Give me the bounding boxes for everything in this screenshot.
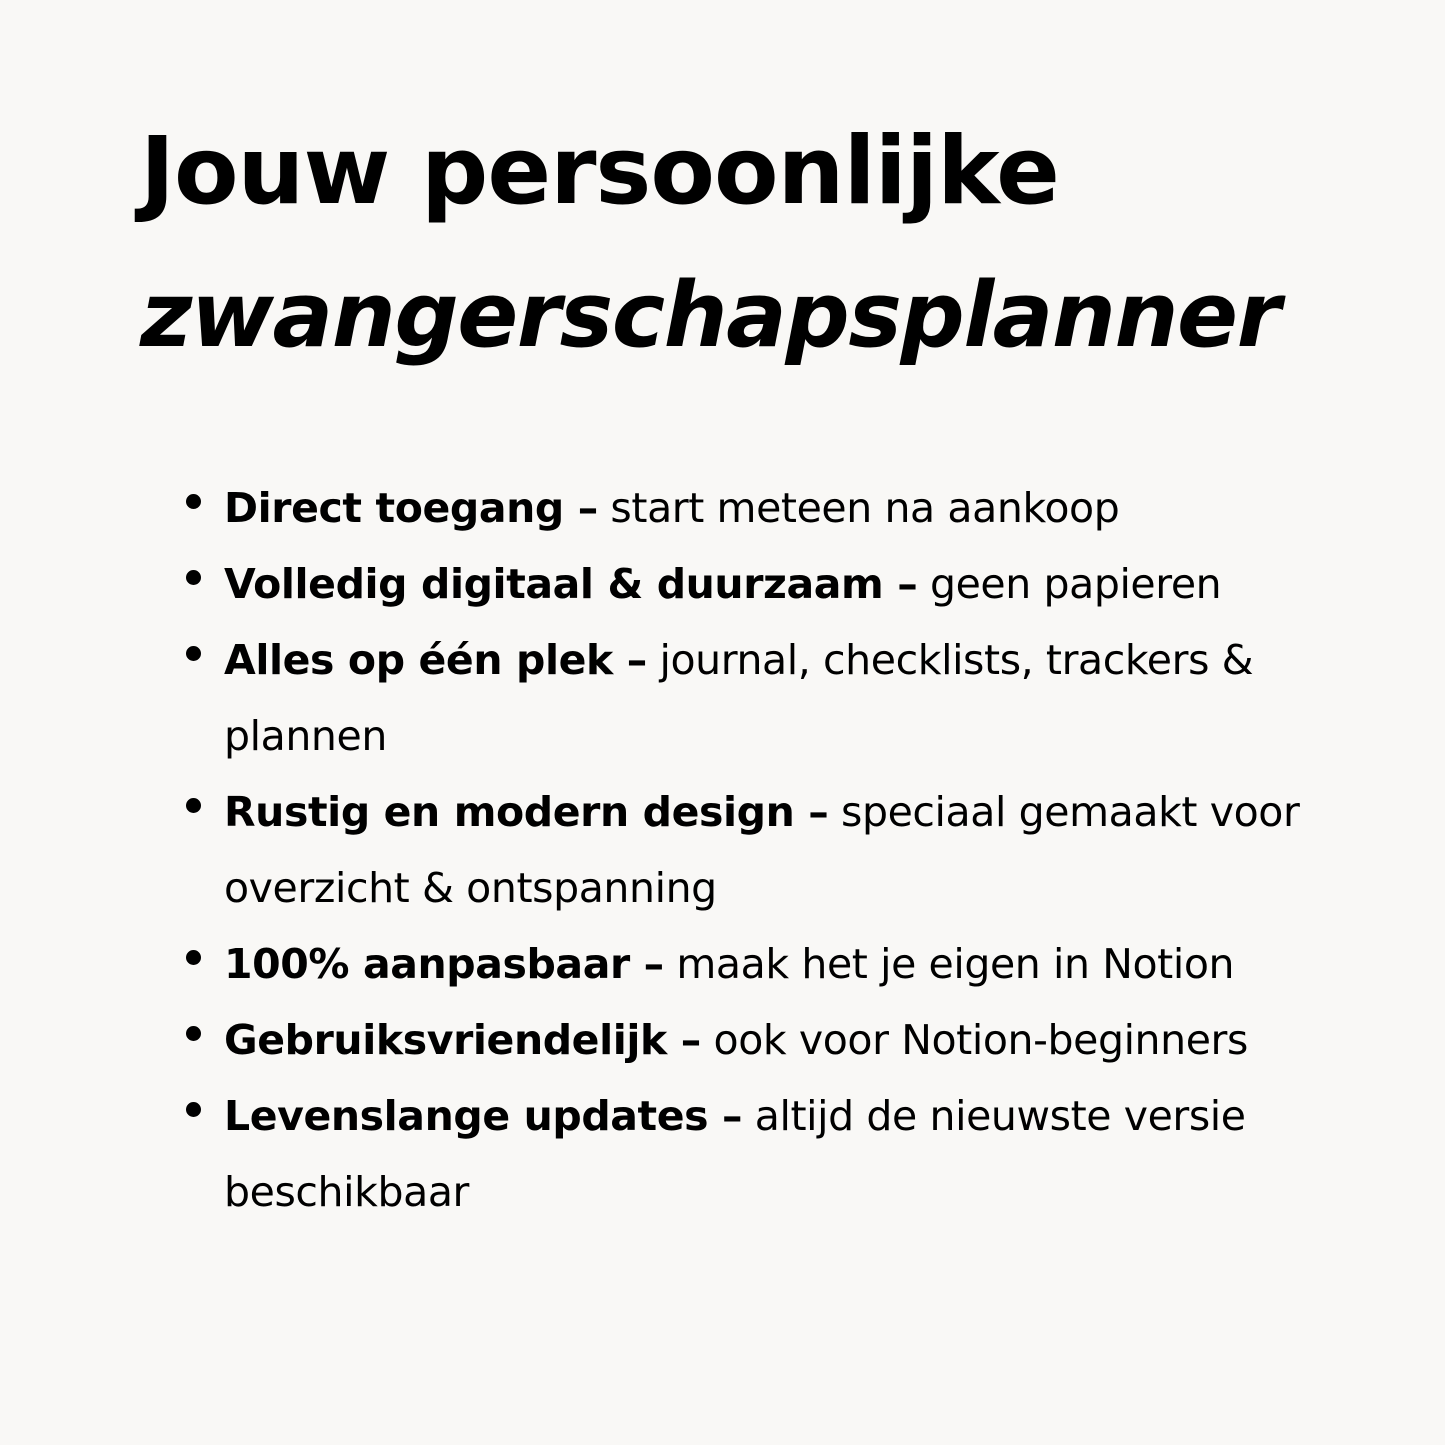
feature-heading: Rustig en modern design – bbox=[224, 788, 829, 836]
bullet-icon bbox=[186, 798, 201, 813]
feature-text: maak het je eigen in Notion bbox=[663, 940, 1235, 988]
feature-item-direct-access bbox=[224, 470, 1334, 546]
feature-text: geen papieren bbox=[917, 560, 1222, 608]
feature-item-updates bbox=[224, 1078, 1334, 1230]
feature-text: ook voor Notion-beginners bbox=[700, 1016, 1248, 1064]
feature-item-digital bbox=[224, 546, 1334, 622]
feature-item-all-in-one bbox=[224, 622, 1334, 774]
feature-heading: Gebruiksvriendelijk – bbox=[224, 1016, 701, 1064]
page-title bbox=[140, 100, 1279, 388]
feature-item-design bbox=[224, 774, 1334, 926]
feature-text: start meteen na aankoop bbox=[597, 484, 1120, 532]
bullet-icon bbox=[186, 494, 201, 509]
feature-item-customizable bbox=[224, 926, 1334, 1002]
bullet-icon bbox=[186, 1102, 201, 1117]
feature-heading: Direct toegang – bbox=[224, 484, 598, 532]
feature-heading: 100% aanpasbaar – bbox=[224, 940, 664, 988]
feature-heading: Alles op één plek – bbox=[224, 636, 647, 684]
bullet-icon bbox=[186, 646, 201, 661]
feature-item-user-friendly bbox=[224, 1002, 1334, 1078]
feature-list bbox=[224, 470, 1334, 1230]
title-line-2: zwangerschapsplanner bbox=[140, 263, 1280, 368]
bullet-icon bbox=[186, 950, 201, 965]
bullet-icon bbox=[186, 1026, 201, 1041]
feature-text: speciaal gemaakt voor overzicht & ontspanning bbox=[224, 788, 1300, 912]
feature-text: altijd de nieuwste versie beschikbaar bbox=[224, 1092, 1246, 1216]
feature-heading: Levenslange updates – bbox=[224, 1092, 743, 1140]
bullet-icon bbox=[186, 570, 201, 585]
feature-heading: Volledig digitaal & duurzaam – bbox=[224, 560, 918, 608]
title-line-1: Jouw persoonlijke bbox=[140, 117, 1059, 226]
feature-text: journal, checklists, trackers & plannen bbox=[224, 636, 1254, 760]
